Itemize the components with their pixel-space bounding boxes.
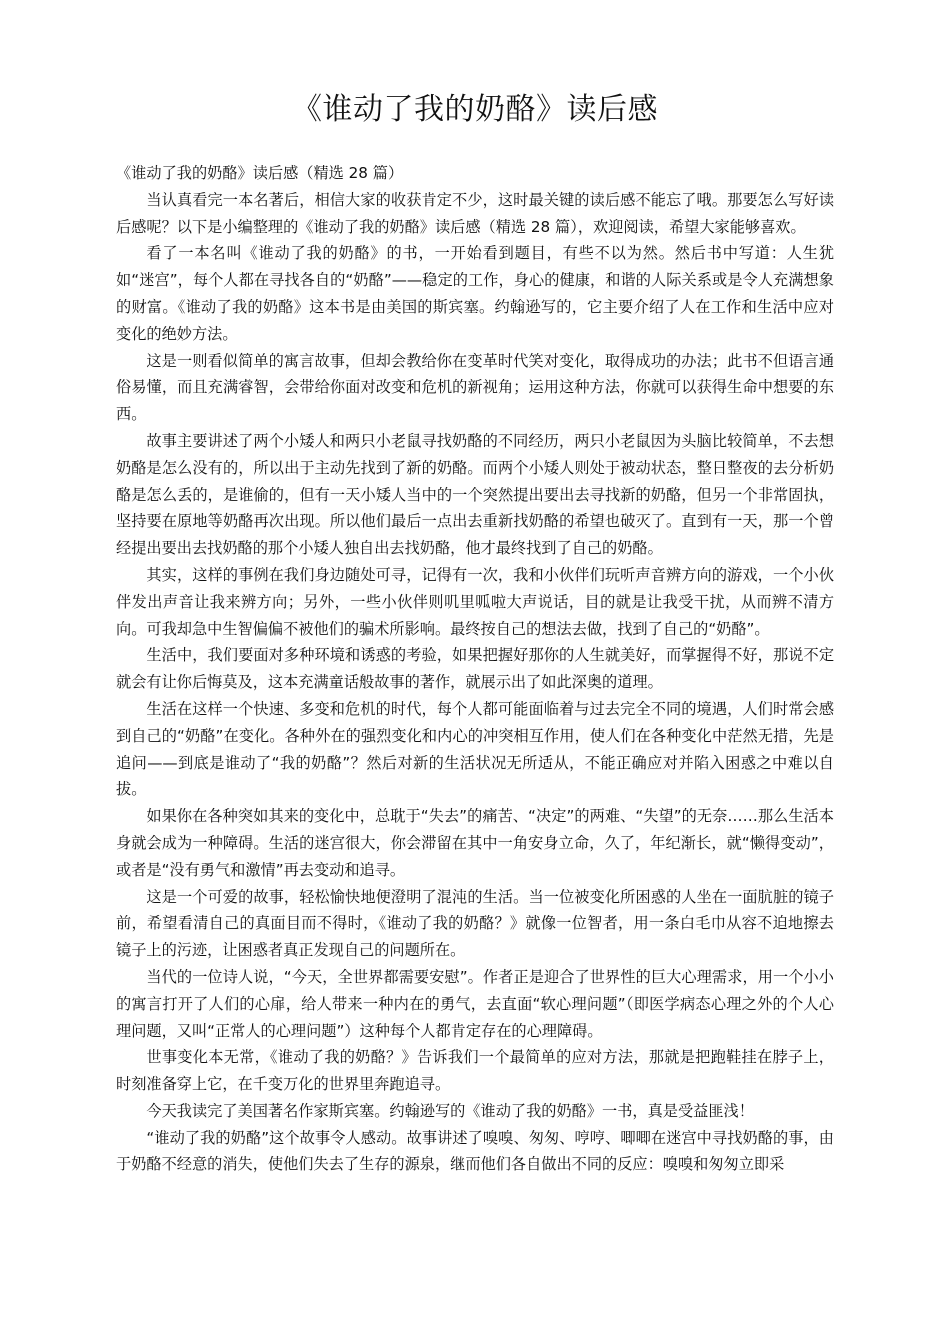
paragraph: 当代的一位诗人说，“今天，全世界都需要安慰”。作者正是迎合了世界性的巨大心理需求，用一个小小的寓言打开了人们的心扉，给人带来一种内在的勇气，去直面“软心理问题”（即医学病态心理之外的个人心理问题，又叫“正常人的心理问题”）这种每个人都肯定存在的心理障碍。: [116, 967, 834, 1040]
paragraph: “谁动了我的奶酪”这个故事令人感动。故事讲述了嗅嗅、匆匆、哼哼、唧唧在迷宫中寻找奶酪的事，由于奶酪不经意的消失，使他们失去了生存的源泉，继而他们各自做出不同的反应：嗅嗅和匆匆立即采: [116, 1128, 834, 1174]
paragraph: 这是一则看似简单的寓言故事，但却会教给你在变革时代笑对变化，取得成功的办法；此书不但语言通俗易懂，而且充满睿智，会带给你面对改变和危机的新视角；运用这种方法，你就可以获得生命中想要的东西。: [116, 351, 834, 424]
paragraph: 看了一本名叫《谁动了我的奶酪》的书，一开始看到题目，有些不以为然。然后书中写道：人生犹如“迷宫”，每个人都在寻找各自的“奶酪”——稳定的工作，身心的健康，和谐的人际关系或是令人充满想象的财富。《谁动了我的奶酪》这本书是由美国的斯宾塞。约翰逊写的，它主要介绍了人在工作和生活中应对变化的绝妙方法。: [116, 244, 834, 343]
paragraph: 其实，这样的事例在我们身边随处可寻，记得有一次，我和小伙伴们玩听声音辨方向的游戏，一个小伙伴发出声音让我来辨方向；另外，一些小伙伴则叽里呱啦大声说话，目的就是让我受干扰，从而辨不清方向。可我却急中生智偏偏不被他们的骗术所影响。最终按自己的想法去做，找到了自己的“奶酪”。: [116, 565, 834, 638]
paragraph: 生活中，我们要面对多种环境和诱惑的考验，如果把握好那你的人生就美好，而掌握得不好，那说不定就会有让你后悔莫及，这本充满童话般故事的著作，就展示出了如此深奥的道理。: [116, 646, 834, 692]
document-body: [116, 160, 834, 1178]
paragraph: 故事主要讲述了两个小矮人和两只小老鼠寻找奶酪的不同经历，两只小老鼠因为头脑比较简单，不去想奶酪是怎么没有的，所以出于主动先找到了新的奶酪。而两个小矮人则处于被动状态，整日整夜的去分析奶酪是怎么丢的，是谁偷的，但有一天小矮人当中的一个突然提出要出去寻找新的奶酪，但另一个非常固执，坚持要在原地等奶酪再次出现。所以他们最后一点出去重新找奶酪的希望也破灭了。直到有一天，那一个曾经提出要出去找奶酪的那个小矮人独自出去找奶酪，他才最终找到了自己的奶酪。: [116, 431, 834, 558]
paragraph: 今天我读完了美国著名作家斯宾塞。约翰逊写的《谁动了我的奶酪》一书，真是受益匪浅！: [146, 1101, 754, 1120]
paragraph: 世事变化本无常，《谁动了我的奶酪？》告诉我们一个最简单的应对方法，那就是把跑鞋挂在脖子上，时刻准备穿上它，在千变万化的世界里奔跑追寻。: [116, 1048, 834, 1094]
document-subtitle: 《谁动了我的奶酪》读后感（精选 28 篇）: [116, 164, 404, 182]
paragraph: 当认真看完一本名著后，相信大家的收获肯定不少，这时最关键的读后感不能忘了哦。那要怎么写好读后感呢？以下是小编整理的《谁动了我的奶酪》读后感（精选 28 篇），欢迎阅读，希望大家能够喜欢。: [116, 190, 834, 236]
paragraph: 这是一个可爱的故事，轻松愉快地便澄明了混沌的生活。当一位被变化所困惑的人坐在一面肮脏的镜子前，希望看清自己的真面目而不得时，《谁动了我的奶酪？》就像一位智者，用一条白毛巾从容不迫地擦去镜子上的污迹，让困惑者真正发现自己的问题所在。: [116, 887, 834, 960]
paragraph: 生活在这样一个快速、多变和危机的时代，每个人都可能面临着与过去完全不同的境遇，人们时常会感到自己的“奶酪”在变化。各种外在的强烈变化和内心的冲突相互作用，使人们在各种变化中茫然无措，先是追问——到底是谁动了“我的奶酪”？然后对新的生活状况无所适从，不能正确应对并陷入困惑之中难以自拔。: [116, 699, 834, 799]
paragraph: 如果你在各种突如其来的变化中，总耽于“失去”的痛苦、“决定”的两难、“失望”的无奈……那么生活本身就会成为一种障碍。生活的迷宫很大，你会滞留在其中一角安身立命，久了，年纪渐长，就“懒得变动”，或者是“没有勇气和激情”再去变动和追寻。: [116, 807, 834, 879]
document-title: 《谁动了我的奶酪》读后感: [292, 92, 658, 127]
